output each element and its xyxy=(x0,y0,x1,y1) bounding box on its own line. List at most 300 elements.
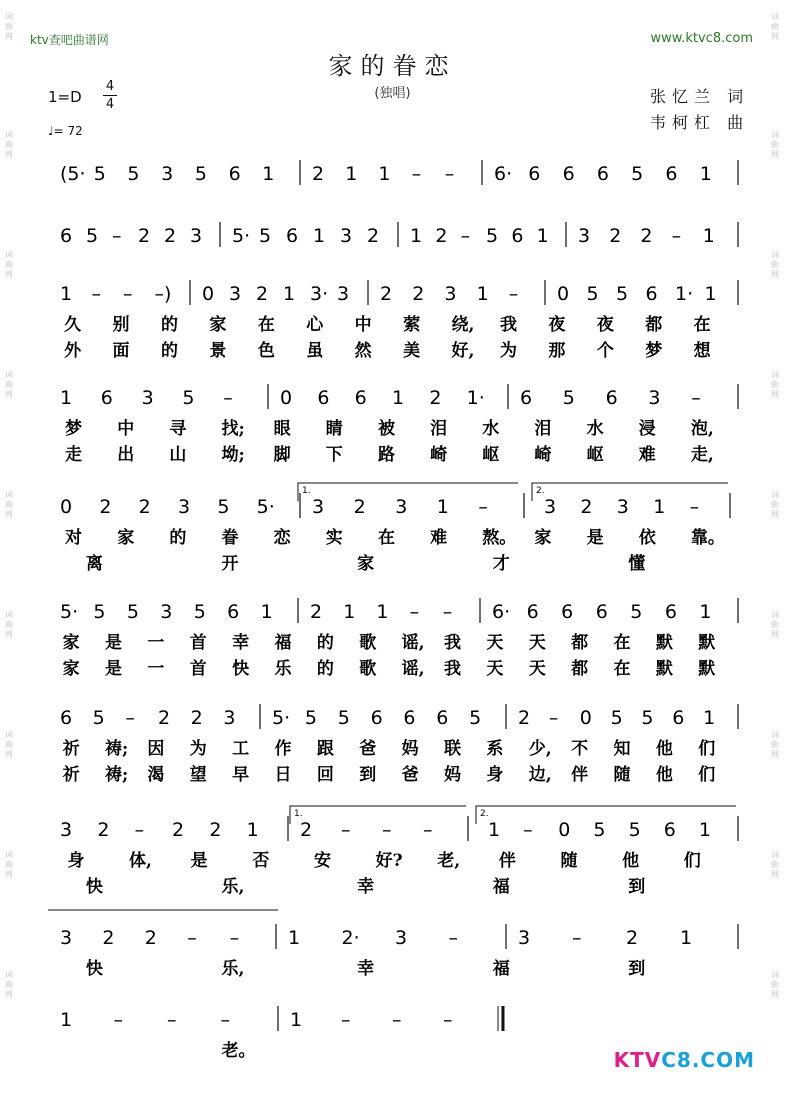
lyric-char: 出 xyxy=(117,445,135,465)
note: 2 xyxy=(435,225,448,247)
lyric-char: 爸 xyxy=(401,765,419,785)
note: 1 xyxy=(376,601,389,623)
lyric-char: 都 xyxy=(571,633,589,653)
lyric-char: 快 xyxy=(85,877,103,897)
site-url-link[interactable]: www.ktvc8.com xyxy=(650,31,753,46)
note: 1 xyxy=(283,283,296,305)
note: 2 xyxy=(626,927,639,949)
note: 1· xyxy=(466,387,485,409)
lyric-char: 开 xyxy=(221,554,239,574)
lyric-char: 离 xyxy=(85,554,103,574)
lyric-char: 在 xyxy=(613,633,631,653)
note: – xyxy=(442,601,453,623)
lyric-char: 找; xyxy=(221,419,245,439)
note: 5 xyxy=(182,387,195,409)
watermark: 词曲网 xyxy=(771,250,779,279)
lyric-char: 路 xyxy=(377,445,395,465)
note: 2 xyxy=(164,225,177,247)
note: – xyxy=(229,927,240,949)
volta-label: 1. xyxy=(294,809,303,819)
lyric-char: 我 xyxy=(443,659,461,679)
note: 3 xyxy=(518,927,531,949)
lyric-char: 岖 xyxy=(482,445,500,465)
lyric-char: 萦 xyxy=(403,315,421,335)
lyric-char: 们 xyxy=(698,739,716,759)
note: 6 xyxy=(317,387,330,409)
lyric-char: 虽 xyxy=(306,341,324,361)
lyric-char: 们 xyxy=(698,765,716,785)
note: 5 xyxy=(337,707,350,729)
lyric-char: 是 xyxy=(104,659,122,679)
note: 6 xyxy=(562,163,575,185)
lyric-char: 水 xyxy=(586,419,604,439)
note: 2 xyxy=(99,496,112,518)
lyric-char: 在 xyxy=(377,528,395,548)
lyric-char: 跟 xyxy=(316,739,334,759)
lyric-char: 色 xyxy=(257,341,275,361)
note: 3 xyxy=(340,225,353,247)
lyric-char: 日 xyxy=(274,765,292,785)
note: 2 xyxy=(518,707,531,729)
note: – xyxy=(341,819,351,841)
lyric-char: 谣, xyxy=(401,633,425,653)
note: 0 xyxy=(280,387,293,409)
lyric-char: 泪 xyxy=(534,419,552,439)
note: 6 xyxy=(228,163,241,185)
note: 5· xyxy=(272,707,291,729)
lyric-char: 靠。 xyxy=(690,528,725,548)
note: 6 xyxy=(227,601,240,623)
lyric-char: 身 xyxy=(67,851,85,871)
lyric-char: 是 xyxy=(190,851,208,871)
note: 3 xyxy=(648,387,661,409)
note: 5 xyxy=(641,707,654,729)
lyric-char: 实 xyxy=(325,528,343,548)
lyric-char: 首 xyxy=(189,633,207,653)
lyric-char: 幸 xyxy=(357,877,375,897)
lyric-char: 作 xyxy=(274,739,292,759)
lyric-char: 联 xyxy=(443,739,461,759)
note: 5 xyxy=(616,283,629,305)
note: 5 xyxy=(86,225,99,247)
lyric-char: 的 xyxy=(160,341,178,361)
note: – xyxy=(123,283,133,305)
lyric-char: 快 xyxy=(232,659,250,679)
note: 6 xyxy=(596,163,609,185)
key-signature: 1=D xyxy=(48,88,82,106)
lyric-char: 梦 xyxy=(645,341,663,361)
note: 6 xyxy=(436,707,449,729)
brand-logo: KTVC8.COM xyxy=(613,1048,755,1072)
lyric-char: 懂 xyxy=(628,554,646,574)
note: 2 xyxy=(158,707,171,729)
lyric-char: 到 xyxy=(628,959,646,979)
note: – xyxy=(691,387,701,409)
note: 6 xyxy=(526,601,539,623)
note: 0 xyxy=(202,283,215,305)
note: 2 xyxy=(412,283,425,305)
lyric-char: 下 xyxy=(325,445,343,465)
lyric-char: 走 xyxy=(65,445,83,465)
note: 3 xyxy=(141,387,154,409)
watermark: 词曲网 xyxy=(771,12,779,41)
note: 5 xyxy=(610,707,623,729)
lyric-char: 绕, xyxy=(451,315,475,335)
lyric-char: 崎 xyxy=(534,445,552,465)
lyric-char: 别 xyxy=(112,315,130,335)
lyric-char: 泪 xyxy=(430,419,448,439)
lyric-char: 想 xyxy=(693,341,711,361)
lyric-char: 快 xyxy=(85,959,103,979)
lyric-char: 伴 xyxy=(571,765,589,785)
note: 1 xyxy=(60,387,73,409)
note: 2 xyxy=(609,225,622,247)
note: – xyxy=(423,819,433,841)
lyric-char: 妈 xyxy=(401,739,419,759)
note: 6 xyxy=(60,225,73,247)
lyric-char: 随 xyxy=(613,765,631,785)
note: – xyxy=(411,163,422,185)
lyric-char: 不 xyxy=(571,739,589,759)
note: 5 xyxy=(93,601,106,623)
lyric-char: 工 xyxy=(232,739,250,759)
note: 1 xyxy=(60,283,73,305)
note: 1 xyxy=(246,819,259,841)
note: 5 xyxy=(217,496,230,518)
note: 3 xyxy=(312,496,325,518)
note: 3· xyxy=(310,283,329,305)
lyric-char: 我 xyxy=(499,315,517,335)
lyric-char: 被 xyxy=(377,419,395,439)
lyric-char: 边, xyxy=(528,765,552,785)
lyric-char: 久 xyxy=(64,315,82,335)
lyric-char: 心 xyxy=(306,315,324,335)
note: 1 xyxy=(262,163,275,185)
note: 2 xyxy=(102,927,115,949)
note: 5 xyxy=(630,601,643,623)
lyric-char: 好, xyxy=(451,341,475,361)
lyric-char: 泡, xyxy=(690,419,714,439)
note: 1 xyxy=(680,927,693,949)
note: 3 xyxy=(229,283,242,305)
lyric-char: 福 xyxy=(492,877,510,897)
song-title: 家的眷恋 xyxy=(328,52,457,80)
meter-top: 4 xyxy=(105,79,115,94)
lyric-char: 难 xyxy=(430,528,448,548)
note: 2· xyxy=(341,927,360,949)
note: (5· xyxy=(60,163,86,185)
note: – xyxy=(91,283,101,305)
note: 6 xyxy=(520,387,533,409)
note: 6 xyxy=(354,387,367,409)
volta-label: 1. xyxy=(302,486,311,496)
lyric-char: 他 xyxy=(655,739,673,759)
note: – xyxy=(382,819,392,841)
note: 1 xyxy=(436,496,449,518)
lyric-char: 家 xyxy=(62,633,80,653)
watermark: 词曲网 xyxy=(5,370,13,399)
lyric-char: 福 xyxy=(274,633,292,653)
note: –) xyxy=(154,283,172,305)
lyric-char: 系 xyxy=(486,739,504,759)
note: 1 xyxy=(343,601,356,623)
note: 0 xyxy=(557,283,570,305)
note: 6 xyxy=(370,707,383,729)
lyric-char: 歌 xyxy=(359,659,377,679)
note: 3 xyxy=(337,283,350,305)
note: 5 xyxy=(93,163,106,185)
volta-label: 2. xyxy=(480,809,489,819)
lyric-char: 眼 xyxy=(273,419,291,439)
note: 1 xyxy=(653,496,666,518)
note: 1 xyxy=(60,1009,73,1031)
note: 2 xyxy=(97,819,110,841)
note: 3 xyxy=(178,496,191,518)
note: 5· xyxy=(232,225,251,247)
lyric-char: 寻 xyxy=(169,419,187,439)
note: 1 xyxy=(476,283,489,305)
note: – xyxy=(448,927,458,949)
lyric-char: 歌 xyxy=(359,633,377,653)
lyric-char: 谣, xyxy=(401,659,425,679)
quarter-note-icon: ♩ xyxy=(48,124,54,138)
note: 2 xyxy=(312,163,325,185)
note: 6 xyxy=(645,283,658,305)
lyric-char: 睛 xyxy=(325,419,343,439)
volta-label: 2. xyxy=(536,486,545,496)
lyric-char: 渴 xyxy=(147,765,165,785)
note: 1 xyxy=(699,163,712,185)
note: 6 xyxy=(561,601,574,623)
lyric-char: 好? xyxy=(375,851,403,871)
lyric-char: 天 xyxy=(486,659,504,679)
lyric-char: 默 xyxy=(698,659,716,679)
note: 3 xyxy=(60,927,73,949)
lyric-char: 水 xyxy=(482,419,500,439)
lyric-char: 的 xyxy=(316,659,334,679)
lyric-char: 少, xyxy=(528,739,552,759)
note: 2 xyxy=(172,819,185,841)
note: 5 xyxy=(628,819,641,841)
lyric-char: 面 xyxy=(112,341,130,361)
note: – xyxy=(548,707,559,729)
lyric-char: 到 xyxy=(628,877,646,897)
lyric-char: 祈 xyxy=(62,765,80,785)
lyric-char: 浸 xyxy=(638,419,656,439)
note: – xyxy=(671,225,682,247)
note: 3 xyxy=(578,225,591,247)
lyric-char: 美 xyxy=(403,341,421,361)
lyric-char: 是 xyxy=(586,528,604,548)
note: 3 xyxy=(60,819,73,841)
note: 1 xyxy=(702,225,715,247)
note: – xyxy=(478,496,488,518)
lyric-char: 我 xyxy=(443,633,461,653)
note: 2 xyxy=(640,225,653,247)
watermark: 词曲网 xyxy=(771,610,779,639)
note: – xyxy=(460,225,471,247)
lyric-char: 天 xyxy=(528,633,546,653)
lyric-char: 中 xyxy=(354,315,372,335)
lyric-char: 一 xyxy=(147,633,165,653)
lyric-char: 在 xyxy=(693,315,711,335)
note: 3 xyxy=(190,225,203,247)
note: – xyxy=(187,927,197,949)
lyric-char: 妈 xyxy=(443,765,461,785)
watermark: 词曲网 xyxy=(5,730,13,759)
note: 3 xyxy=(544,496,557,518)
note: 0 xyxy=(558,819,571,841)
note: 3 xyxy=(161,163,174,185)
note: 5 xyxy=(593,819,606,841)
note: 6 xyxy=(672,707,685,729)
lyric-char: 走, xyxy=(690,445,714,465)
note: – xyxy=(223,387,233,409)
note: – xyxy=(341,1009,351,1031)
lyric-char: 望 xyxy=(189,765,207,785)
volta-bracket xyxy=(476,806,736,824)
note: 1 xyxy=(290,1009,303,1031)
lyric-char: 因 xyxy=(147,739,165,759)
lyric-char: 为 xyxy=(499,341,517,361)
note: 5 xyxy=(631,163,644,185)
watermark: 词曲网 xyxy=(771,970,779,999)
lyric-char: 山 xyxy=(169,445,187,465)
site-name-link[interactable]: ktv查吧曲谱网 xyxy=(30,33,109,47)
song-subtitle: (独唱) xyxy=(374,86,411,101)
lyric-char: 天 xyxy=(486,633,504,653)
note: 1· xyxy=(675,283,694,305)
note: 2 xyxy=(144,927,157,949)
note: 6 xyxy=(528,163,541,185)
note: – xyxy=(409,601,420,623)
note: 5 xyxy=(92,707,105,729)
lyric-char: 个 xyxy=(596,341,614,361)
watermark: 词曲网 xyxy=(5,250,13,279)
note: 2 xyxy=(300,819,313,841)
lyric-char: 熬。 xyxy=(482,528,517,548)
note: – xyxy=(523,819,533,841)
note: – xyxy=(220,1009,230,1031)
lyric-char: 的 xyxy=(316,633,334,653)
lyric-char: 依 xyxy=(638,528,656,548)
note: 2 xyxy=(138,225,151,247)
lyric-char: 家 xyxy=(117,528,135,548)
note: 1 xyxy=(288,927,301,949)
lyric-char: 祷; xyxy=(104,765,129,785)
note: 1 xyxy=(699,601,712,623)
lyric-char: 的 xyxy=(160,315,178,335)
lyric-char: 在 xyxy=(257,315,275,335)
note: 2 xyxy=(310,601,323,623)
lyric-char: 才 xyxy=(492,554,510,574)
note: 1 xyxy=(410,225,423,247)
lyric-char: 恋 xyxy=(273,528,291,548)
note: 1 xyxy=(378,163,391,185)
note: 6· xyxy=(494,163,513,185)
note: 5 xyxy=(127,163,140,185)
note: 2 xyxy=(138,496,151,518)
lyric-char: 福 xyxy=(492,959,510,979)
note: 3 xyxy=(223,707,236,729)
watermark: 词曲网 xyxy=(5,850,13,879)
lyric-char: 家 xyxy=(62,659,80,679)
lyric-char: 他 xyxy=(655,765,673,785)
note: 1 xyxy=(488,819,501,841)
lyric-char: 老, xyxy=(437,851,461,871)
lyric-char: 他 xyxy=(622,851,640,871)
note: – xyxy=(125,707,135,729)
composer-credit: 韦柯杠 曲 xyxy=(650,113,750,132)
lyric-char: 都 xyxy=(571,659,589,679)
note: 6 xyxy=(663,819,676,841)
note: 5 xyxy=(562,387,575,409)
lyric-char: 否 xyxy=(252,851,270,871)
note: – xyxy=(444,163,455,185)
lyric-char: 都 xyxy=(645,315,663,335)
lyric-char: 中 xyxy=(117,419,135,439)
note: 5 xyxy=(126,601,139,623)
lyric-char: 老。 xyxy=(221,1041,256,1061)
note: 3 xyxy=(444,283,457,305)
lyric-char: 的 xyxy=(169,528,187,548)
note: 6 xyxy=(605,387,618,409)
note: 6 xyxy=(100,387,113,409)
lyric-char: 在 xyxy=(613,659,631,679)
note: 2 xyxy=(429,387,442,409)
watermark: 词曲网 xyxy=(771,490,779,519)
note: 2 xyxy=(353,496,366,518)
note: 5 xyxy=(486,225,499,247)
note: 1 xyxy=(392,387,405,409)
note: 1 xyxy=(698,819,711,841)
lyric-char: 然 xyxy=(354,341,372,361)
lyric-char: 们 xyxy=(683,851,701,871)
lyric-char: 是 xyxy=(104,633,122,653)
lyric-char: 默 xyxy=(655,633,673,653)
tempo-value: = 72 xyxy=(53,124,83,138)
note: – xyxy=(443,1009,453,1031)
lyric-char: 体, xyxy=(129,851,152,871)
lyric-char: 幸 xyxy=(232,633,250,653)
note: 2 xyxy=(380,283,393,305)
lyric-char: 默 xyxy=(698,633,716,653)
note: 6 xyxy=(664,601,677,623)
watermark: 词曲网 xyxy=(5,12,13,41)
lyric-char: 身 xyxy=(486,765,504,785)
lyric-char: 早 xyxy=(232,765,250,785)
lyric-char: 爸 xyxy=(359,739,377,759)
note: – xyxy=(572,927,582,949)
note: 6 xyxy=(665,163,678,185)
lyric-char: 首 xyxy=(189,659,207,679)
lyric-char: 祷; xyxy=(104,739,129,759)
note: 2 xyxy=(580,496,593,518)
watermark: 词曲网 xyxy=(771,850,779,879)
lyric-char: 祈 xyxy=(62,739,80,759)
lyricist-credit: 张忆兰 词 xyxy=(650,87,750,106)
volta-bracket xyxy=(290,806,466,824)
note: 0 xyxy=(579,707,592,729)
note: 2 xyxy=(256,283,269,305)
note: 2 xyxy=(190,707,203,729)
lyric-char: 夜 xyxy=(596,315,614,335)
lyric-char: 幸 xyxy=(357,959,375,979)
lyric-char: 坳; xyxy=(221,445,245,465)
lyric-char: 难 xyxy=(638,445,656,465)
lyric-char: 乐, xyxy=(221,877,245,897)
note: 3 xyxy=(616,496,629,518)
